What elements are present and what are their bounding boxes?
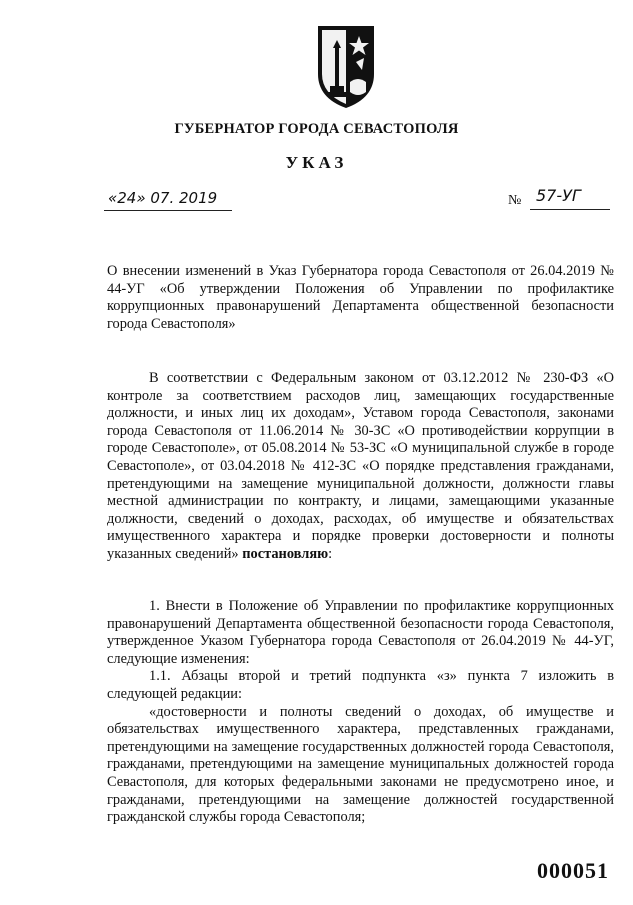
date-handwritten: «24» 07. 2019 bbox=[108, 189, 218, 207]
decree-body bbox=[107, 598, 614, 827]
sheet-number: 000051 bbox=[537, 858, 609, 883]
issuer-title: ГУБЕРНАТОР ГОРОДА СЕВАСТОПОЛЯ bbox=[174, 121, 459, 137]
decree-title: О внесении изменений в Указ Губернатора города Севастополя от 26.04.2019 № 44-УГ «Об утверждении Положения об Управлении по профилактике коррупционных правонарушений Департамента общественной безопасности города Севастополя» bbox=[107, 263, 614, 332]
decree-date bbox=[104, 188, 232, 211]
document-type: УКАЗ bbox=[285, 153, 348, 172]
clause-1: 1. Внести в Положение об Управлении по профилактике коррупционных правонарушений Департамента общественной безопасности города Севастополя, утвержденное Указом Губернатора города Севастополя от 26.04.2019 № 44-УГ, следующие изменения: bbox=[107, 598, 614, 667]
number-underline bbox=[530, 209, 610, 210]
sevastopol-coat-of-arms-icon bbox=[312, 22, 380, 110]
clause-1-1-text: «достоверности и полноты сведений о доходах, об имуществе и обязательствах имущественного характера, представленных гражданами, претендующими на замещение государственных должностей города Севастополя, гражданами, претендующими на замещение муниципальных должностей города Севастополя, для которых федеральными законами не предусмотрено иное, и гражданами, претендующими на замещение должностей государственной гражданской службы города Севастополя; bbox=[107, 703, 614, 826]
decree-number bbox=[508, 186, 610, 210]
preamble bbox=[107, 370, 614, 564]
number-prefix: № bbox=[508, 193, 522, 208]
number-handwritten: 57-УГ bbox=[536, 186, 581, 205]
preamble-text: В соответствии с Федеральным законом от 03.12.2012 № 230-ФЗ «О контроле за соответствием расходов лиц, замещающих государственные должности, и иных лиц их доходам», Уставом города Севастополя, законами города Севастополя от 11.06.2014 № 30-ЗС «О противодействии коррупции в городе Севастополе», от 05.08.2014 № 53-ЗС «О муниципальной службе в городе Севастополе», от 03.04.2018 № 412-ЗС «О порядке представления гражданами, претендующими на замещение муниципальной должности, должности главы местной администрации по контракту, и лицами, замещающими указанные должности, сведений о доходах, расходах, об имуществе и обязательствах имущественного характера и порядке проверки достоверности и полноты указанных сведений» bbox=[107, 370, 614, 562]
decree-verb: постановляю bbox=[242, 545, 329, 562]
clause-1-1: 1.1. Абзацы второй и третий подпункта «з» пункта 7 изложить в следующей редакции: bbox=[107, 668, 614, 702]
preamble-end: : bbox=[328, 545, 333, 562]
